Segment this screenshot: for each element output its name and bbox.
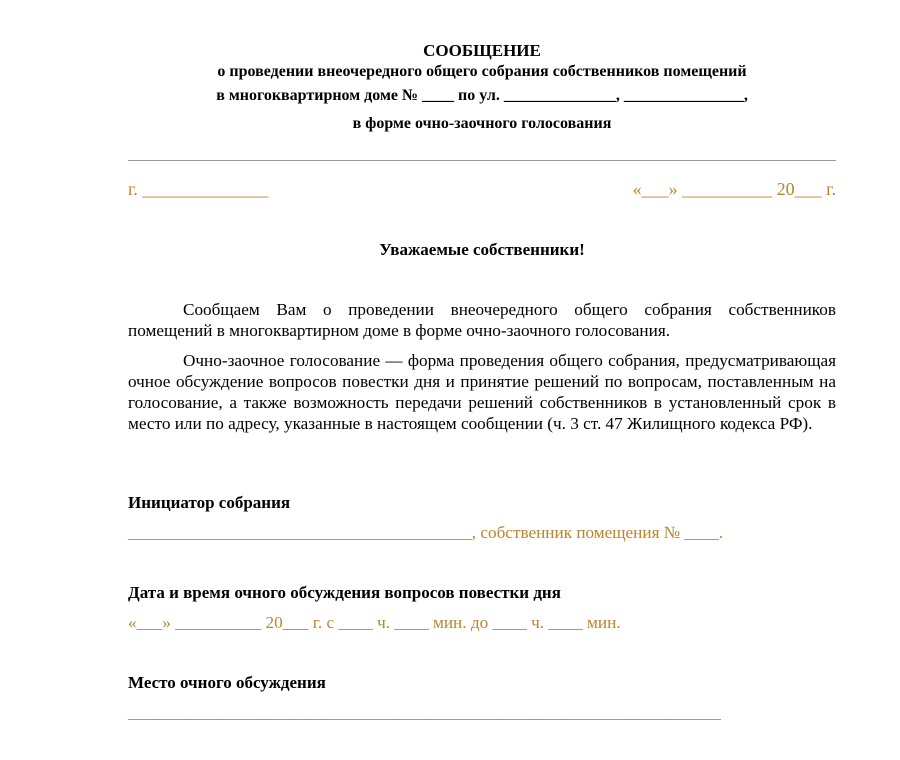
document-subtitle-line1: о проведении внеочередного общего собрания собственников помещений	[217, 63, 747, 80]
paragraph-intro: Сообщаем Вам о проведении внеочередного общего собрания собственников помещений в многоквартирном доме в форме очно-заочного голосования.	[128, 300, 836, 340]
document-title: СООБЩЕНИЕ	[423, 41, 541, 60]
datetime-heading: Дата и время очного обсуждения вопросов повестки дня	[128, 583, 561, 602]
greeting: Уважаемые собственники!	[379, 240, 585, 259]
datetime-field[interactable]: «___» __________ 20___ г. с ____ ч. ____ мин. до ____ ч. ____ мин.	[128, 613, 621, 632]
paragraph-definition: Очно-заочное голосование — форма проведения общего собрания, предусматривающая очное обсуждение вопросов повестки дня и принятие решений по вопросам, поставленным на голосование, а также возможность передачи решений собственников в установленный срок в место или по адресу, указанные в настоящем сообщении (ч. 3 ст. 47 Жилищного кодекса РФ).	[128, 351, 836, 433]
city-field[interactable]: г. ______________	[128, 179, 269, 199]
header-divider	[128, 160, 836, 161]
initiator-field[interactable]: ________________________________________, собственник помещения № ____.	[128, 523, 724, 542]
voting-form-line: в форме очно-заочного голосования	[352, 115, 612, 132]
place-field[interactable]: _____________________________________________________________________	[128, 703, 721, 722]
date-field[interactable]: «___» __________ 20___ г.	[632, 179, 836, 199]
document-subtitle-line2: в многоквартирном доме № ____ по ул. ______________, _______________,	[216, 87, 748, 104]
initiator-heading: Инициатор собрания	[128, 493, 291, 512]
place-heading: Место очного обсуждения	[128, 673, 326, 692]
